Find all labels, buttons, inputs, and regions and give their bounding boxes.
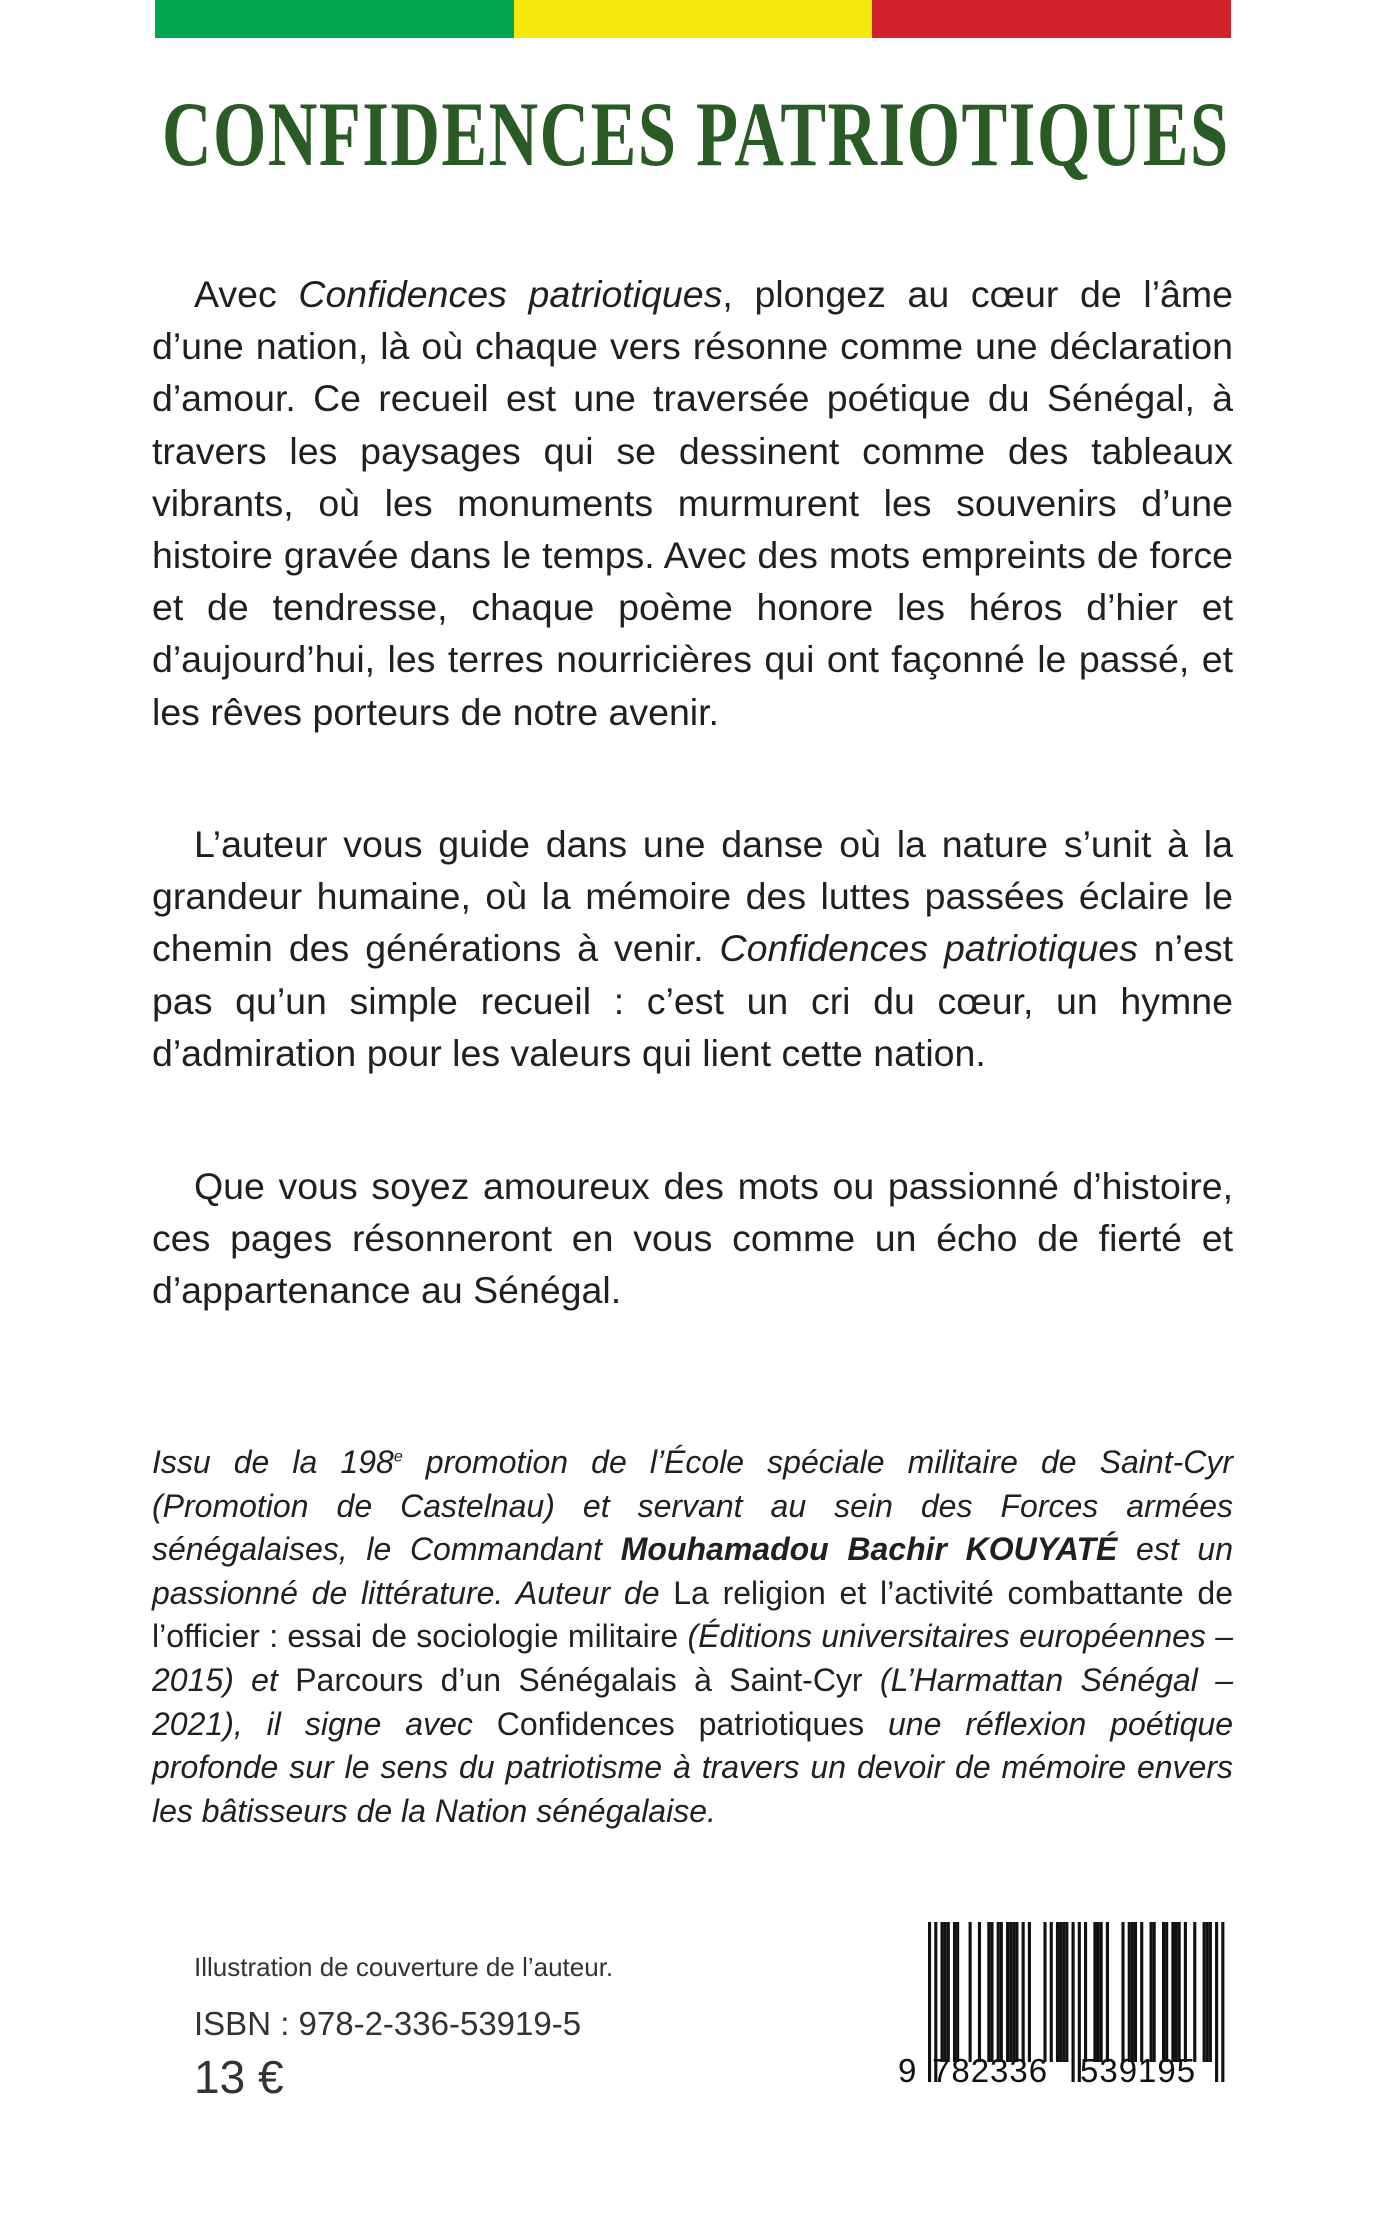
bio-text: (L’Harmattan Sénégal – 2021), il signe avec — [152, 1661, 1234, 1742]
author-bio — [152, 1441, 1233, 1833]
paragraph-text: , plongez au cœur de l’âme d’une nation, là où chaque vers résonne comme une déclaration d’amour. Ce recueil est une traversée poétique du Sénégal, à travers les paysages qui se dessinent comme des tableaux vibrants, où les monuments murmurent les souvenirs d’une histoire gravée dans le temps. Avec des mots empreints de force et de tendresse, chaque poème honore les héros d’hier et d’aujourd’hui, les terres nourricières qui ont façonné le passé, et les rêves porteurs de notre avenir. — [152, 273, 1233, 733]
barcode-bar — [1153, 1922, 1156, 2062]
barcode-bar — [1206, 1922, 1209, 2062]
paragraph-text: Confidences patriotiques — [719, 927, 1138, 970]
barcode-bar — [1174, 1922, 1177, 2062]
barcode-bar — [1015, 1922, 1018, 2062]
barcode-bar — [1128, 1922, 1131, 2062]
barcode-bar — [944, 1922, 947, 2062]
barcode-bar — [1171, 1922, 1174, 2062]
flag-red-stripe — [872, 0, 1231, 38]
barcode-bar — [1084, 1922, 1087, 2062]
barcode-right-digits: 539195 — [1080, 2052, 1197, 2089]
book-title-3: Confidences patriotiques — [496, 1705, 865, 1742]
barcode-bar — [1203, 1922, 1206, 2062]
barcode-bar — [1050, 1922, 1053, 2062]
barcode-bar — [978, 1922, 981, 2062]
barcode-bar — [1106, 1922, 1109, 2062]
barcode-bar — [1056, 1922, 1059, 2062]
barcode-bar — [1006, 1922, 1009, 2062]
flag-green-stripe — [155, 0, 514, 38]
book-title: CONFIDENCES PATRIOTIQUES — [162, 83, 1230, 185]
barcode-bar — [1209, 1922, 1212, 2062]
paragraph-text: Que vous soyez amoureux des mots ou passionné d’histoire, ces pages résonneront en vous comme un écho de fierté et d’appartenance au Sénégal. — [152, 1165, 1233, 1312]
barcode-bar — [956, 1922, 959, 2062]
barcode-bar — [1096, 1922, 1099, 2062]
blurb-paragraph-1 — [152, 268, 1233, 738]
barcode-bar — [1178, 1922, 1181, 2062]
paragraph-text: n’est pas qu’un simple recueil : c’est un cri du cœur, un hymne d’admiration pour les valeurs qui lient cette nation. — [152, 927, 1234, 1074]
book-title-1: La religion et l’activité combattante de l’officier : essai de sociologie militaire — [152, 1574, 1234, 1655]
barcode-first-digit: 9 — [898, 2052, 917, 2089]
barcode-bar — [969, 1922, 972, 2062]
author-name: Mouhamadou Bachir KOUYATÉ — [620, 1531, 1118, 1568]
barcode-bar — [1221, 1922, 1224, 2082]
barcode-bar — [1134, 1922, 1137, 2062]
barcode-bar — [1100, 1922, 1103, 2062]
barcode-bar — [1028, 1922, 1031, 2062]
barcode-bar — [1193, 1922, 1196, 2062]
barcode-bar — [928, 1922, 931, 2082]
isbn: ISBN : 978-2-336-53919-5 — [194, 2005, 582, 2042]
barcode-left-digits: 782336 — [932, 2052, 1049, 2089]
barcode-bar — [1059, 1922, 1062, 2062]
barcode-bar — [1121, 1922, 1124, 2062]
bio-text: (Éditions universitaires européennes – 2015) et — [152, 1618, 1234, 1698]
barcode-bar — [997, 1922, 1000, 2062]
barcode-bar — [990, 1922, 993, 2062]
barcode-bar — [1043, 1922, 1046, 2062]
paragraph-text: Avec — [194, 273, 299, 315]
barcode-bar — [987, 1922, 990, 2062]
book-title-2: Parcours d’un Sénégalais à Saint-Cyr — [295, 1661, 863, 1698]
senegal-flag-bar — [155, 0, 1231, 38]
barcode-bar — [953, 1922, 956, 2062]
price: 13 € — [194, 2051, 284, 2103]
bio-superscript: e — [393, 1448, 403, 1466]
bio-text: est un passionné de littérature. Auteur de — [152, 1531, 1234, 1611]
barcode — [898, 1920, 1234, 2088]
barcode-bar — [1184, 1922, 1187, 2062]
barcode-bar — [1215, 1922, 1218, 2082]
barcode-bar — [1093, 1922, 1096, 2062]
bio-text: une réflexion poétique profonde sur le sens du patriotisme à travers un devoir de mémoire envers les bâtisseurs de la Nation sénégalaise. — [152, 1705, 1233, 1829]
barcode-bar — [1072, 1922, 1075, 2082]
barcode-bar — [940, 1922, 943, 2062]
barcode-bar — [1065, 1922, 1068, 2062]
paragraph-text: Confidences patriotiques — [298, 273, 723, 315]
barcode-bar — [1162, 1922, 1165, 2062]
barcode-bar — [1012, 1922, 1015, 2062]
barcode-bar — [947, 1922, 950, 2062]
blurb-paragraph-3 — [152, 1160, 1233, 1317]
barcode-bar — [1000, 1922, 1003, 2062]
bio-text: Issu de la 198 — [152, 1444, 394, 1480]
barcode-bar — [1022, 1922, 1025, 2062]
paragraph-text: L’auteur vous guide dans une danse où la nature s’unit à la grandeur humaine, où la mémoire des luttes passées éclaire le chemin des générations à venir. — [152, 823, 1233, 970]
blurb-paragraph-2 — [152, 818, 1233, 1079]
barcode-bar — [1140, 1922, 1143, 2062]
barcode-bar — [1131, 1922, 1134, 2062]
barcode-bar — [1150, 1922, 1153, 2062]
barcode-bar — [1062, 1922, 1065, 2062]
bio-text: promotion de l’École spéciale militaire de Saint-Cyr (Promotion de Castelnau) et servant au sein des Forces armées sénégalaises, le Commandant — [152, 1444, 1234, 1568]
illustration-credit: Illustration de couverture de l’auteur. — [194, 1952, 614, 1982]
barcode-bar — [1009, 1922, 1012, 2062]
barcode-bar — [1165, 1922, 1168, 2062]
flag-yellow-stripe — [514, 0, 873, 38]
